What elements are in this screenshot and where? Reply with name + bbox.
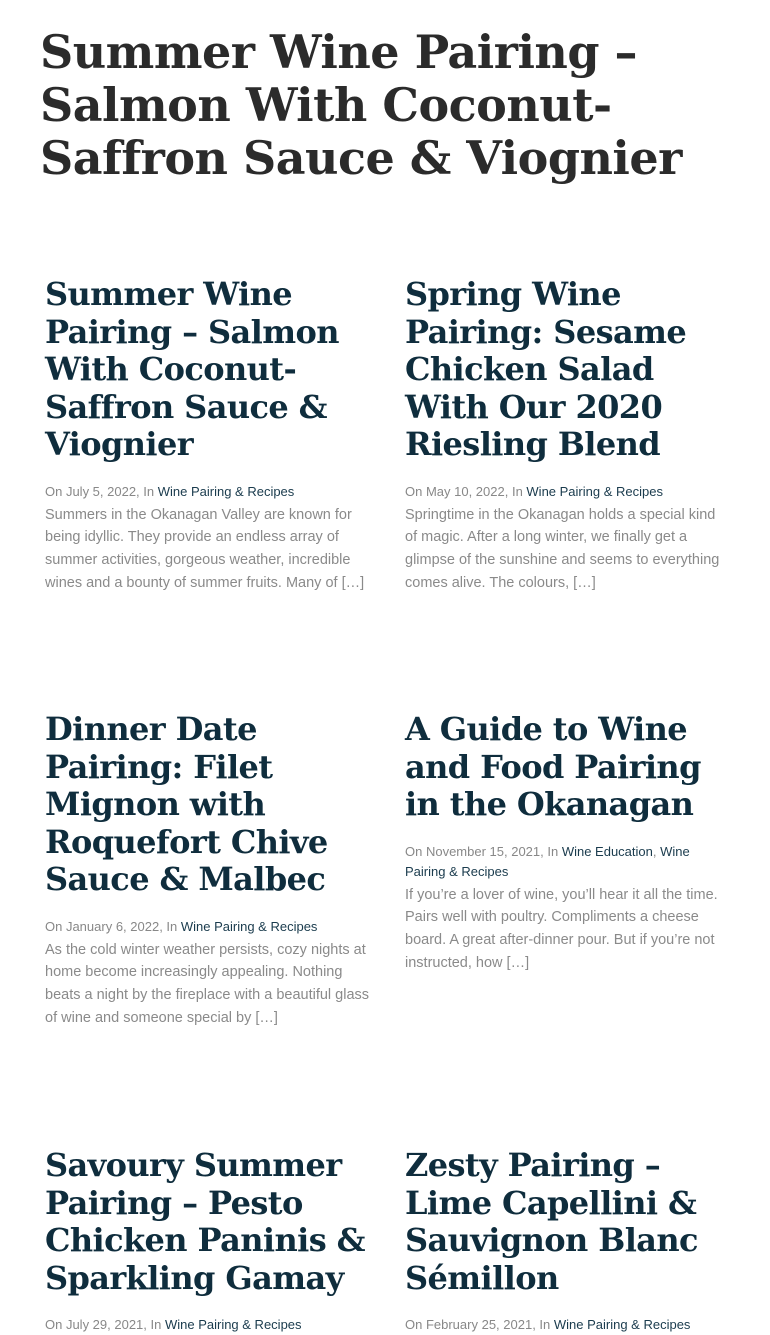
post-title-link[interactable]: Zesty Pairing – Lime Capellini & Sauvignon Blanc Sémillon <box>405 1146 698 1297</box>
post-excerpt: Summers in the Okanagan Valley are known for being idyllic. They provide an endless array of summer activities, gorgeous weather, incredible wines and a bounty of summer fruits. Many of […] <box>45 506 365 591</box>
post-date: On November 15, 2021, In <box>405 843 562 859</box>
post-meta <box>405 1315 730 1335</box>
post-excerpt: As the cold winter weather persists, cozy nights at home become increasingly appealing. Nothing beats a night by the fireplace with a beautiful glass of wine and someone special by […] <box>45 941 370 1026</box>
category-link[interactable]: Wine Pairing & Recipes <box>180 918 318 934</box>
post-card <box>405 711 730 975</box>
post-title-link[interactable]: A Guide to Wine and Food Pairing in the Okanagan <box>405 710 701 823</box>
post-title-link[interactable]: Spring Wine Pairing: Sesame Chicken Salad With Our 2020 Riesling Blend <box>405 275 687 463</box>
category-link[interactable]: Wine Pairing & Recipes <box>164 1317 302 1332</box>
category-link[interactable]: Wine Pairing & Recipes <box>157 483 295 499</box>
post-excerpt: If you’re a lover of wine, you’ll hear it all the time. Pairs well with poultry. Compliments a cheese board. A great after-dinner pour. But if you’re not instructed, how […] <box>405 886 718 971</box>
post-meta <box>405 842 730 882</box>
post-card <box>45 711 370 1030</box>
category-link[interactable]: Wine Education <box>561 843 653 859</box>
category-separator: , <box>652 843 661 859</box>
category-link[interactable]: Wine Pairing & Recipes <box>526 483 663 499</box>
post-meta <box>45 1315 370 1335</box>
category-link[interactable]: Wine Pairing & Recipes <box>405 843 690 879</box>
post-meta <box>45 917 370 937</box>
post-date: On July 5, 2022, In <box>45 483 158 499</box>
post-date: On February 25, 2021, In <box>405 1317 554 1332</box>
post-card <box>45 1147 370 1335</box>
post-date: On May 10, 2022, In <box>405 483 527 499</box>
post-meta <box>45 482 370 502</box>
post-title-link[interactable]: Dinner Date Pairing: Filet Mignon with Roquefort Chive Sauce & Malbec <box>45 710 328 898</box>
post-title-link[interactable]: Savoury Summer Pairing – Pesto Chicken Paninis & Sparkling Gamay <box>45 1146 365 1297</box>
post-meta <box>405 482 730 502</box>
post-card <box>45 276 370 595</box>
post-card <box>405 1147 730 1335</box>
post-date: On July 29, 2021, In <box>45 1317 165 1332</box>
post-card <box>405 276 730 595</box>
post-date: On January 6, 2022, In <box>45 918 181 934</box>
page-title: Summer Wine Pairing – Salmon With Coconut-Saffron Sauce & Viognier <box>40 25 682 185</box>
post-excerpt: Springtime in the Okanagan holds a special kind of magic. After a long winter, we finally get a glimpse of the sunshine and seems to everything comes alive. The colours, […] <box>405 506 720 591</box>
category-link[interactable]: Wine Pairing & Recipes <box>553 1317 691 1332</box>
post-title-link[interactable]: Summer Wine Pairing – Salmon With Coconut-Saffron Sauce & Viognier <box>45 275 339 463</box>
